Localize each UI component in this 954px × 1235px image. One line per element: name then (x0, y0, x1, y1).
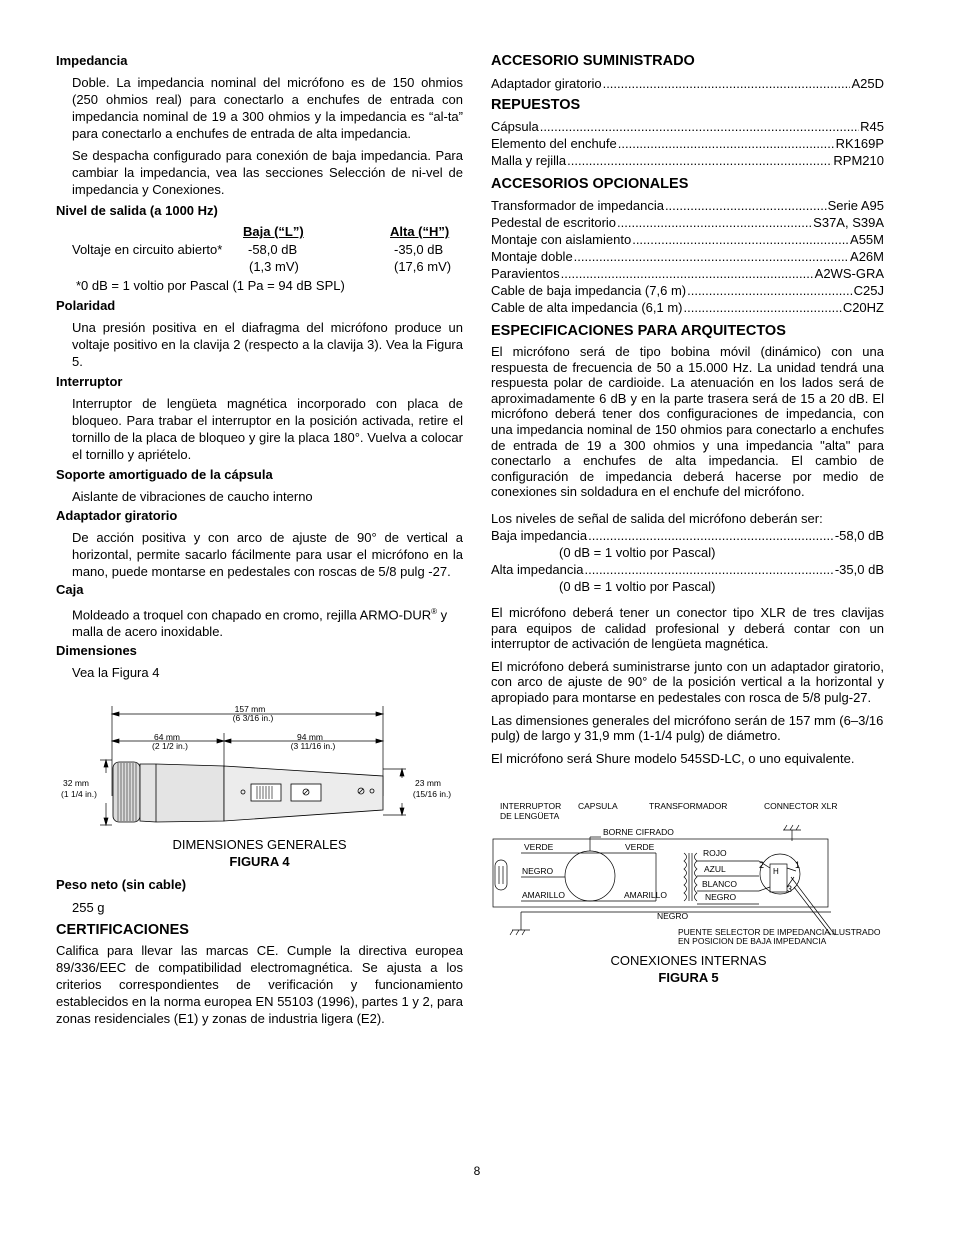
fig5-blanco: BLANCO (702, 879, 737, 889)
spare-part-label: Malla y rejilla (491, 153, 567, 168)
impedance-paragraph-2: Se despacha configurado para conexión de baja impedancia. Para cambiar la impedancia, vea las secciones Selección de ni-vel de impedancia y Conexiones. (72, 148, 463, 197)
dim-d1-in: (1 1/4 in.) (61, 789, 97, 799)
shock-mount-text: Aislante de vibraciones de caucho interno (72, 489, 313, 504)
optional-accessories-list (491, 197, 884, 316)
optional-accessory-value: C25J (853, 283, 884, 298)
optional-accessory-value: Serie A95 (827, 198, 884, 213)
dimensions-heading: Dimensiones (56, 643, 137, 659)
figure-4-caption: DIMENSIONES GENERALES (172, 837, 347, 852)
swivel-heading: Adaptador giratorio (56, 508, 178, 523)
dim-total-in: (6 3/16 in.) (232, 713, 274, 723)
fig5-pin-3: 3 (787, 884, 793, 894)
figure-5-diagram (491, 795, 901, 950)
optional-accessory-label: Transformador de impedancia (491, 198, 664, 213)
fig5-header-xlr: CONNECTOR XLR (764, 801, 838, 811)
spare-parts-list (491, 118, 884, 169)
fig5-rojo: ROJO (703, 848, 727, 858)
microphone-outline (113, 762, 383, 822)
fig5-note-2: EN POSICION DE BAJA IMPEDANCIA (678, 936, 827, 946)
optional-accessory-row (491, 214, 884, 231)
registered-mark: ® (431, 607, 438, 616)
spare-part-label: Cápsula (491, 119, 539, 134)
output-level-high-mv: (17,6 mV) (394, 259, 452, 274)
weight-heading: Peso neto (sin cable) (56, 877, 187, 892)
reed-switch-symbol (495, 860, 507, 890)
architect-specs-p1: El micrófono será de tipo bobina móvil (dinámico) con una respuesta de frecuencia de 50 a 15.000 Hz. La unidad tendrá una respuesta polar de cardioide. La atenuación en los lados será de aproximadamente 6 dB y en la parte trasera será de 15 a 20 dB. El micrófono deberá tener dos configuraciones de impedancia, con una impedancia nominal de 150 ohmios para conectarlo a enchufes de entrada de 19 a 300 ohmios y una impedancia "alta" para conectarlo a enchufes de alta impedancia. El cambio de configuración de impedancia deberá hacerse por medio de conexiones sin soldadura en el enchufe del micrófono. (491, 344, 884, 500)
optional-accessories-heading: ACCESORIOS OPCIONALES (491, 176, 689, 192)
figure-4-caption-block (56, 836, 463, 870)
optional-accessory-label: Paravientos (491, 266, 560, 281)
optional-accessory-value: S37A, S39A (813, 215, 884, 230)
figure-4-drawing (56, 700, 463, 830)
dim-a-in: (2 1/2 in.) (152, 741, 188, 751)
levels-low-value: -58,0 dB (834, 527, 884, 543)
optional-accessory-row (491, 231, 884, 248)
switch-text: Interruptor de lengüeta magnética incorporado con placa de bloqueo. Para trabar el interruptor en la posición activada, retire el tornillo de la placa de bloqueo y gire la placa 180°. Vuelva a colocar el tornillo y apriételo. (72, 396, 463, 462)
output-level-heading: Nivel de salida (a 1000 Hz) (56, 203, 218, 218)
optional-accessory-value: A26M (850, 249, 884, 264)
fig5-azul: AZUL (704, 864, 726, 874)
supplied-accessory-list (491, 75, 884, 92)
figure-4-label: FIGURA 4 (229, 854, 290, 869)
optional-accessory-label: Pedestal de escritorio (491, 215, 617, 230)
architect-specs-p3: El micrófono deberá suministrarse junto con un adaptador giratorio, con arco de ajuste de 90° de la posición vertical a la horizontal y apropiado para montarse en pedestales con rosca de 5/8 pulg-27. (491, 658, 884, 705)
optional-accessory-value: A2WS-GRA (814, 266, 884, 281)
swivel-text: De acción positiva y con arco de ajuste de 90° de vertical a horizontal, permite sacarlo fácilmente para usar el micrófono en la mano, puede montarse en pedestales con roscas de 5/8 pulg -27. (72, 530, 463, 579)
supplied-accessory-heading: ACCESORIO SUMINISTRADO (491, 53, 695, 69)
levels-low-ref: (0 dB = 1 voltio por Pascal) (559, 544, 716, 560)
figure-5-caption: CONEXIONES INTERNAS (610, 953, 767, 968)
spare-part-value: RK169P (835, 136, 884, 151)
optional-accessory-value: A55M (850, 232, 884, 247)
output-level-low-db: -58,0 dB (248, 242, 298, 257)
spare-part-value: RPM210 (833, 153, 884, 168)
optional-accessory-row (491, 197, 884, 214)
optional-accessory-label: Montaje doble (491, 249, 573, 264)
fig5-header-switch-1: INTERRUPTOR (500, 801, 562, 811)
left-bottom-block (56, 876, 463, 1027)
figure-5-label: FIGURA 5 (658, 970, 719, 985)
fig5-verde-right: VERDE (625, 842, 655, 852)
output-level-table (56, 223, 463, 277)
dim-total-mm: 157 mm (234, 704, 266, 714)
levels-high-ref: (0 dB = 1 voltio por Pascal) (559, 578, 716, 594)
impedance-paragraph-1: Doble. La impedancia nominal del micrófono es de 150 ohmios (250 ohmios real) para conectarlo a enchufes de entrada con impedancia nominal de 19 a 300 ohmios y la impedancia es “al-ta” para conectarlo a enchufes de entrada de alta impedancia. (72, 75, 463, 141)
optional-accessory-row (491, 248, 884, 265)
figure-5-caption-block (491, 952, 898, 986)
levels-low-row (491, 527, 884, 544)
supplied-accessory-value: A25D (851, 76, 884, 91)
levels-high-row (491, 561, 884, 578)
optional-accessory-row (491, 265, 884, 282)
optional-accessory-value: C20HZ (842, 300, 884, 315)
polarity-text: Una presión positiva en el diafragma del micrófono produce un voltaje positivo en la clavija 2 (respecto a la clavija 3). Vea la Figura 5. (72, 320, 463, 369)
spare-part-value: R45 (860, 119, 884, 134)
optional-accessory-label: Montaje con aislamiento (491, 232, 632, 247)
fig5-negro-transformer: NEGRO (705, 892, 737, 902)
spare-parts-heading: REPUESTOS (491, 97, 581, 113)
dim-d2-in: (15/16 in.) (412, 789, 452, 799)
fig5-header-transformer: TRANSFORMADOR (649, 801, 728, 811)
fig5-pin-1: 1 (795, 860, 801, 870)
output-level-high-db: -35,0 dB (394, 242, 444, 257)
page-number: 8 (473, 1164, 481, 1178)
housing-text-b: y malla de acero inoxidable. (72, 607, 448, 640)
spare-part-row (491, 135, 884, 152)
architect-specs-p4: Las dimensiones generales del micrófono serán de 157 mm (6–3/16 pulg) de largo y 31,9 mm (1-1/4 pulg) de diámetro. (491, 712, 884, 744)
output-level-col-low: Baja (“L”) (243, 224, 304, 239)
levels-high-value: -35,0 dB (834, 561, 884, 577)
fig5-pin-h: H (773, 867, 779, 876)
fig5-header-capsule: CAPSULA (578, 801, 618, 811)
spare-part-label: Elemento del enchufe (491, 136, 617, 151)
transformer-symbol (684, 853, 697, 901)
shock-mount-heading: Soporte amortiguado de la cápsula (56, 467, 273, 482)
fig5-verde-left: VERDE (524, 842, 554, 852)
fig5-amarillo-right: AMARILLO (624, 890, 667, 900)
xlr-connector-symbol (760, 854, 800, 894)
output-level-row-label: Voltaje en circuito abierto* (72, 242, 223, 257)
architect-specs-p2: El micrófono deberá tener un conector tipo XLR de tres clavijas para equipos de calidad profesional y deberá contar con un interruptor de activación de lengüeta magnética. (491, 604, 884, 652)
architect-specs-p5: El micrófono será Shure modelo 545SD-LC, o uno equivalente. (491, 750, 855, 766)
output-level-low-mv: (1,3 mV) (249, 259, 299, 274)
dim-a-mm: 64 mm (154, 732, 180, 742)
impedance-heading: Impedancia (56, 53, 128, 68)
fig5-borne: BORNE CIFRADO (603, 827, 674, 837)
fig5-negro-bottom: NEGRO (657, 911, 689, 921)
certifications-heading: CERTIFICACIONES (56, 922, 189, 938)
output-level-note: *0 dB = 1 voltio por Pascal (1 Pa = 94 dB SPL) (76, 278, 345, 293)
certifications-text: Califica para llevar las marcas CE. Cumple la directiva europea 89/336/EEC de compatibilidad electromagnética. Se ajusta a los criterios correspondientes de verificación y funcionamiento establecidos en la norma europea EN 55103 (1996), partes 1 y 2, para zonas residenciales (E1) y zonas de industria ligera (E2). (56, 943, 463, 1026)
polarity-heading: Polaridad (56, 298, 116, 313)
levels-high-label: Alta impedancia (491, 561, 584, 577)
dim-d2-mm: 23 mm (415, 778, 441, 788)
housing-heading: Caja (56, 582, 84, 597)
fig5-note-1: PUENTE SELECTOR DE IMPEDANCIA ILUSTRADO (678, 927, 881, 937)
fig5-header-switch-2: DE LENGÜETA (500, 811, 560, 821)
optional-accessory-label: Cable de baja impedancia (7,6 m) (491, 283, 687, 298)
supplied-accessory-label: Adaptador giratorio (491, 76, 602, 91)
housing-text-a: Moldeado a troquel con chapado en cromo, rejilla ARMO-DUR (72, 607, 432, 623)
dim-b-in: (3 11/16 in.) (290, 741, 336, 751)
optional-accessory-row (491, 282, 884, 299)
dim-b-mm: 94 mm (297, 732, 323, 742)
architect-specs-heading: ESPECIFICACIONES PARA ARQUITECTOS (491, 323, 786, 339)
fig5-pin-2: 2 (759, 860, 765, 870)
switch-heading: Interruptor (56, 374, 123, 389)
housing-text (56, 603, 463, 640)
dim-d1-mm: 32 mm (63, 778, 89, 788)
fig5-amarillo-left: AMARILLO (522, 890, 565, 900)
levels-intro: Los niveles de señal de salida del micrófono deberán ser: (491, 510, 823, 526)
spare-part-row (491, 152, 884, 169)
fig5-negro-left: NEGRO (522, 866, 554, 876)
capsule-symbol (565, 851, 615, 901)
output-level-col-high: Alta (“H”) (390, 224, 450, 239)
spare-part-row (491, 118, 884, 135)
left-column (56, 52, 463, 681)
weight-text: 255 g (72, 900, 105, 915)
dimensions-text: Vea la Figura 4 (72, 665, 160, 681)
optional-accessory-label: Cable de alta impedancia (6,1 m) (491, 300, 683, 315)
supplied-accessory-row (491, 75, 884, 92)
levels-low-label: Baja impedancia (491, 527, 588, 543)
right-column (491, 52, 884, 766)
optional-accessory-row (491, 299, 884, 316)
